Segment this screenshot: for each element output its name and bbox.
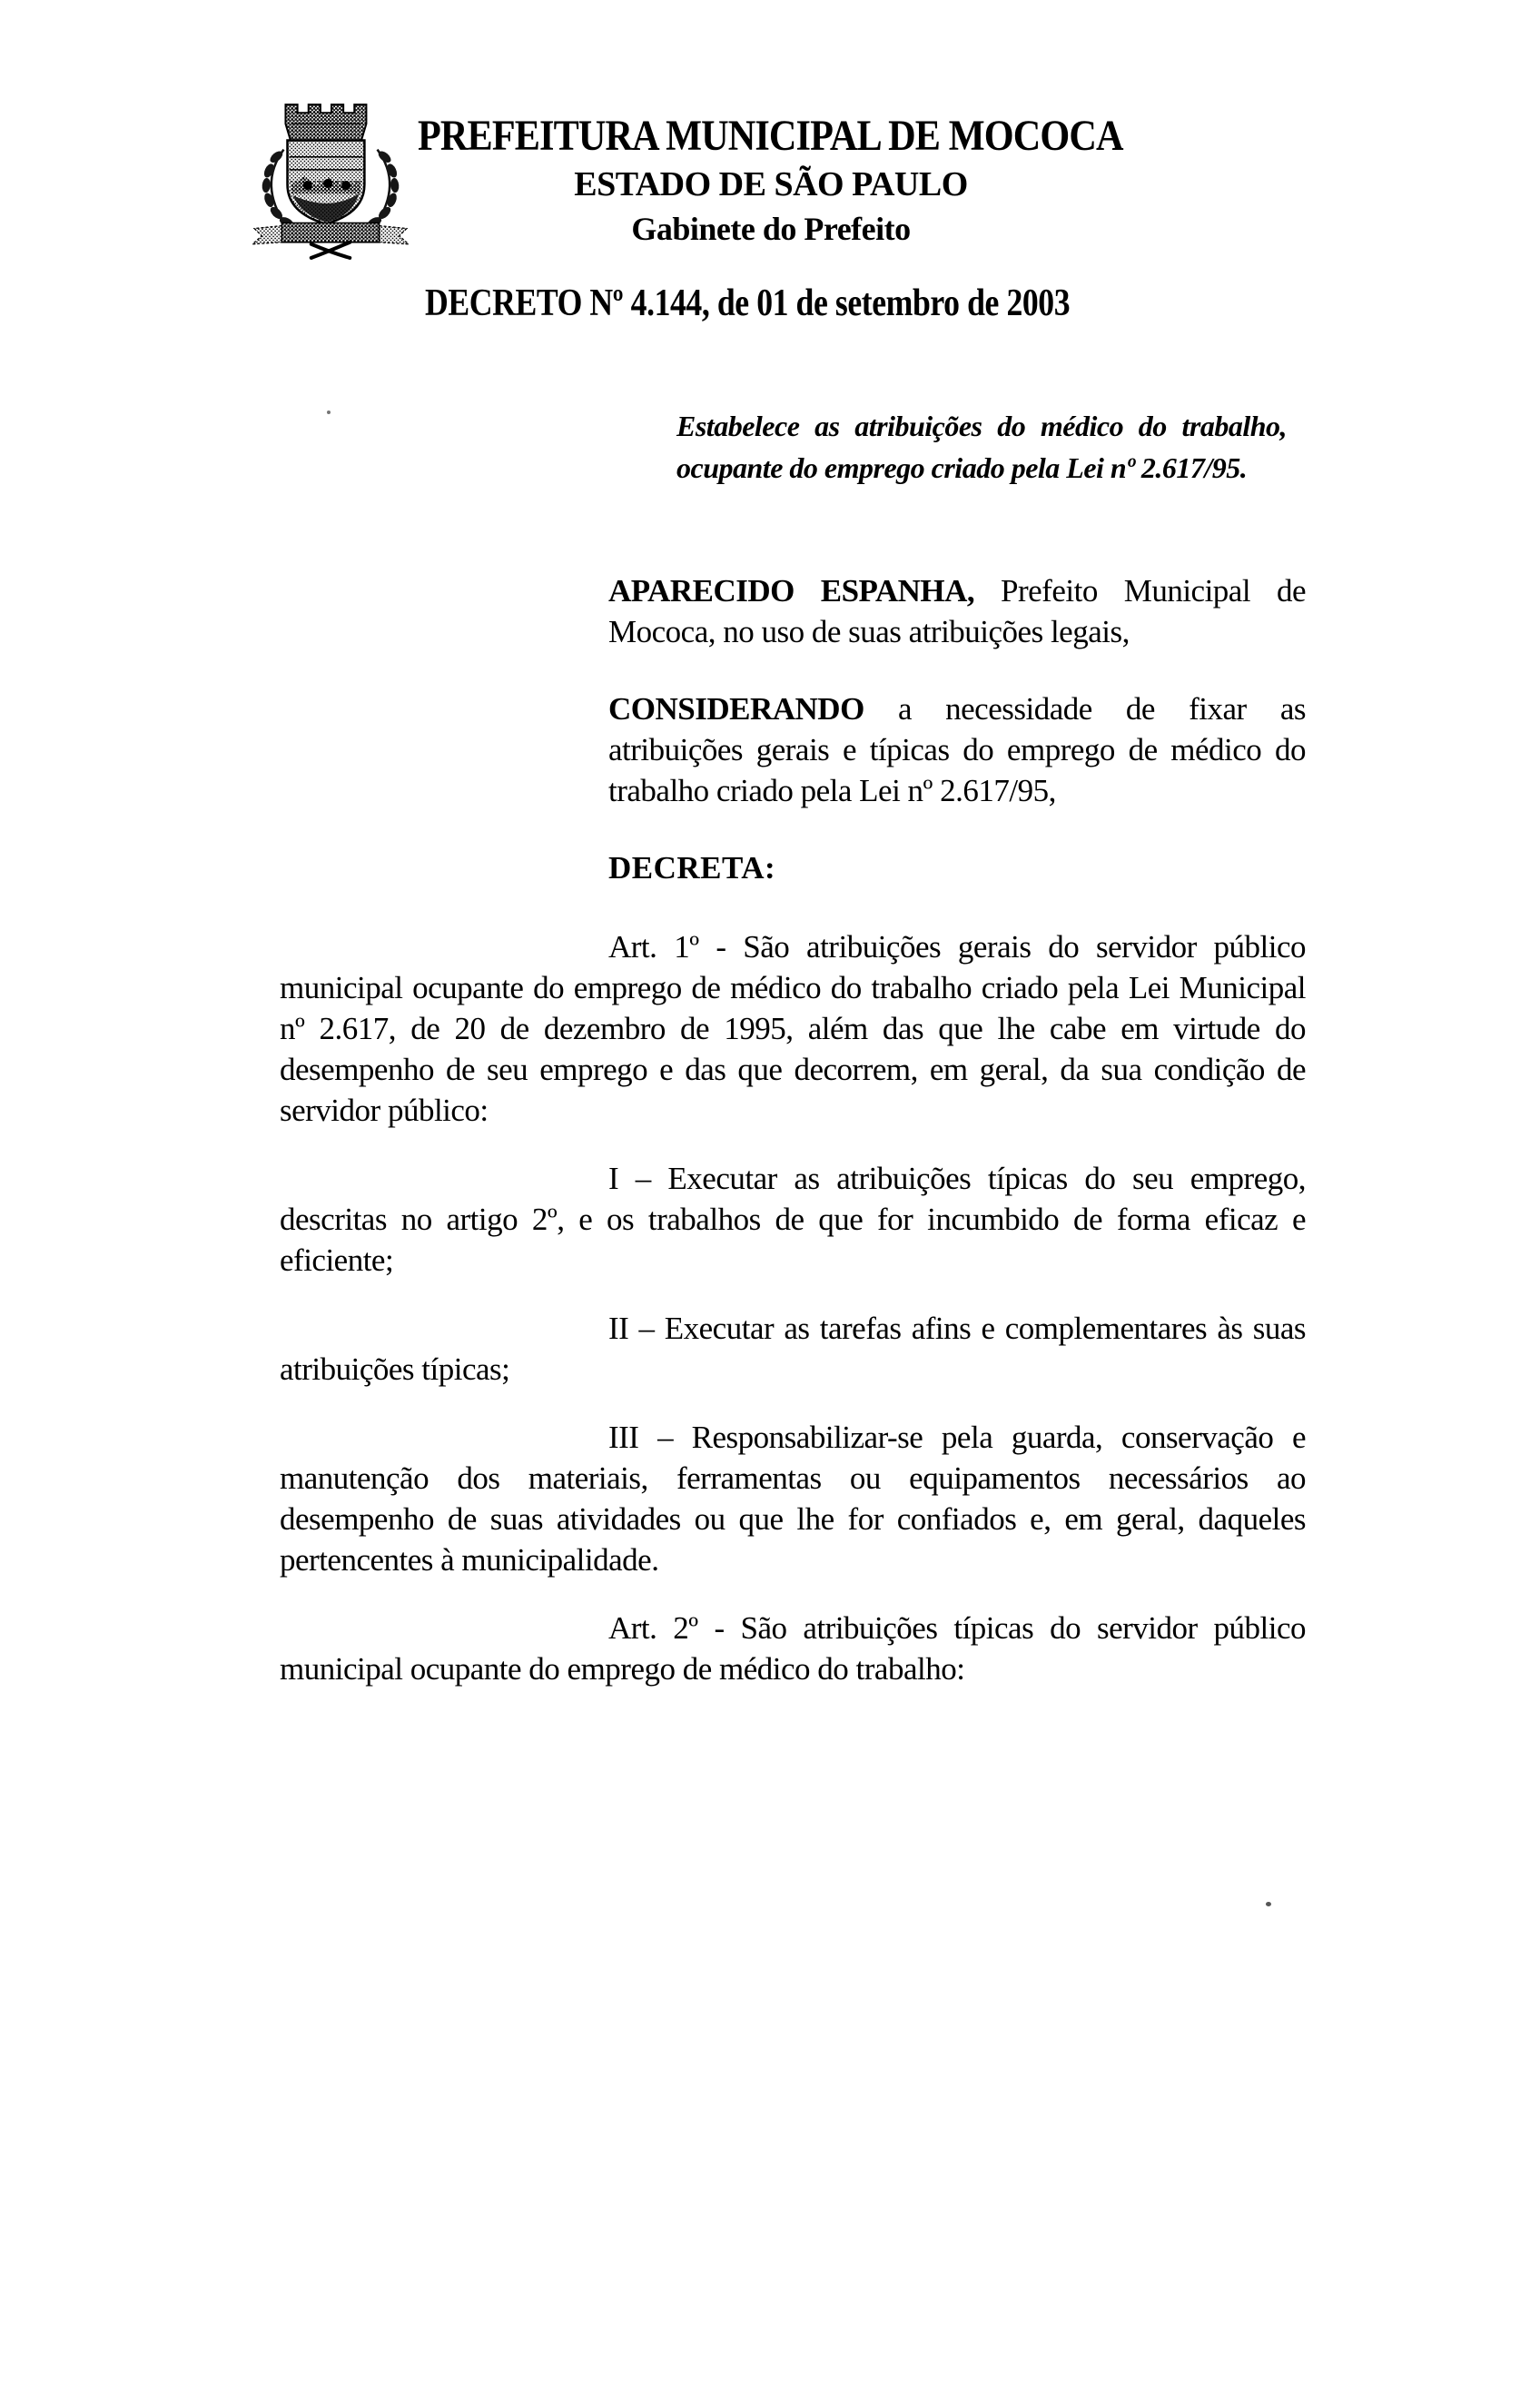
preamble-considerando-text: a necessidade de fixar as atribuições gerais e típicas do emprego de médico do trabalho criado pela Lei nº 2.617/95, (608, 691, 1306, 808)
article-1-item-i: I – Executar as atribuições típicas do seu emprego, descritas no artigo 2º, e os trabalhos de que for incumbido de forma eficaz e eficiente; (280, 1161, 1306, 1278)
decreta-label: DECRETA: (608, 850, 776, 886)
decree-body (280, 926, 1306, 1717)
org-name: PREFEITURA MUNICIPAL DE MOCOCA (418, 112, 1123, 160)
municipal-coat-of-arms-icon (243, 96, 418, 260)
decree-summary: Estabelece as atribuições do médico do trabalho, ocupante do emprego criado pela Lei nº 2.617/95. (676, 410, 1287, 484)
letterhead (418, 111, 1235, 248)
preamble-mayor (608, 570, 1306, 652)
article-1-item-ii: II – Executar as tarefas afins e complementares às suas atribuições típicas; (280, 1311, 1306, 1387)
preamble-considerando (608, 688, 1306, 811)
scan-speck (327, 411, 331, 414)
scan-speck (1266, 1902, 1271, 1906)
preamble (608, 570, 1306, 925)
article-1-item-iii: III – Responsabilizar-se pela guarda, conservação e manutenção dos materiais, ferramentas ou equipamentos necessários ao desempenho de suas atividades ou que lhe for confiados e, em geral, daqueles pertencentes à municipalidade. (280, 1420, 1306, 1578)
mayor-name: APARECIDO ESPANHA, (608, 573, 975, 609)
decree-title: DECRETO Nº 4.144, de 01 de setembro de 2003 (425, 282, 1071, 324)
org-state: ESTADO DE SÃO PAULO (574, 165, 968, 203)
article-2: Art. 2º - São atribuições típicas do servidor público municipal ocupante do emprego de médico do trabalho: (280, 1610, 1306, 1687)
preamble-mayor-text: Prefeito Municipal de Mococa, no uso de suas atribuições legais, (608, 573, 1306, 649)
considerando-label: CONSIDERANDO (608, 691, 864, 727)
article-1: Art. 1º - São atribuições gerais do servidor público municipal ocupante do emprego de médico do trabalho criado pela Lei Municipal nº 2.617, de 20 de dezembro de 1995, além das que lhe cabe em virtude do desempenho de seu emprego e das que decorrem, em geral, da sua condição de servidor público: (280, 929, 1306, 1128)
org-office: Gabinete do Prefeito (631, 211, 911, 247)
